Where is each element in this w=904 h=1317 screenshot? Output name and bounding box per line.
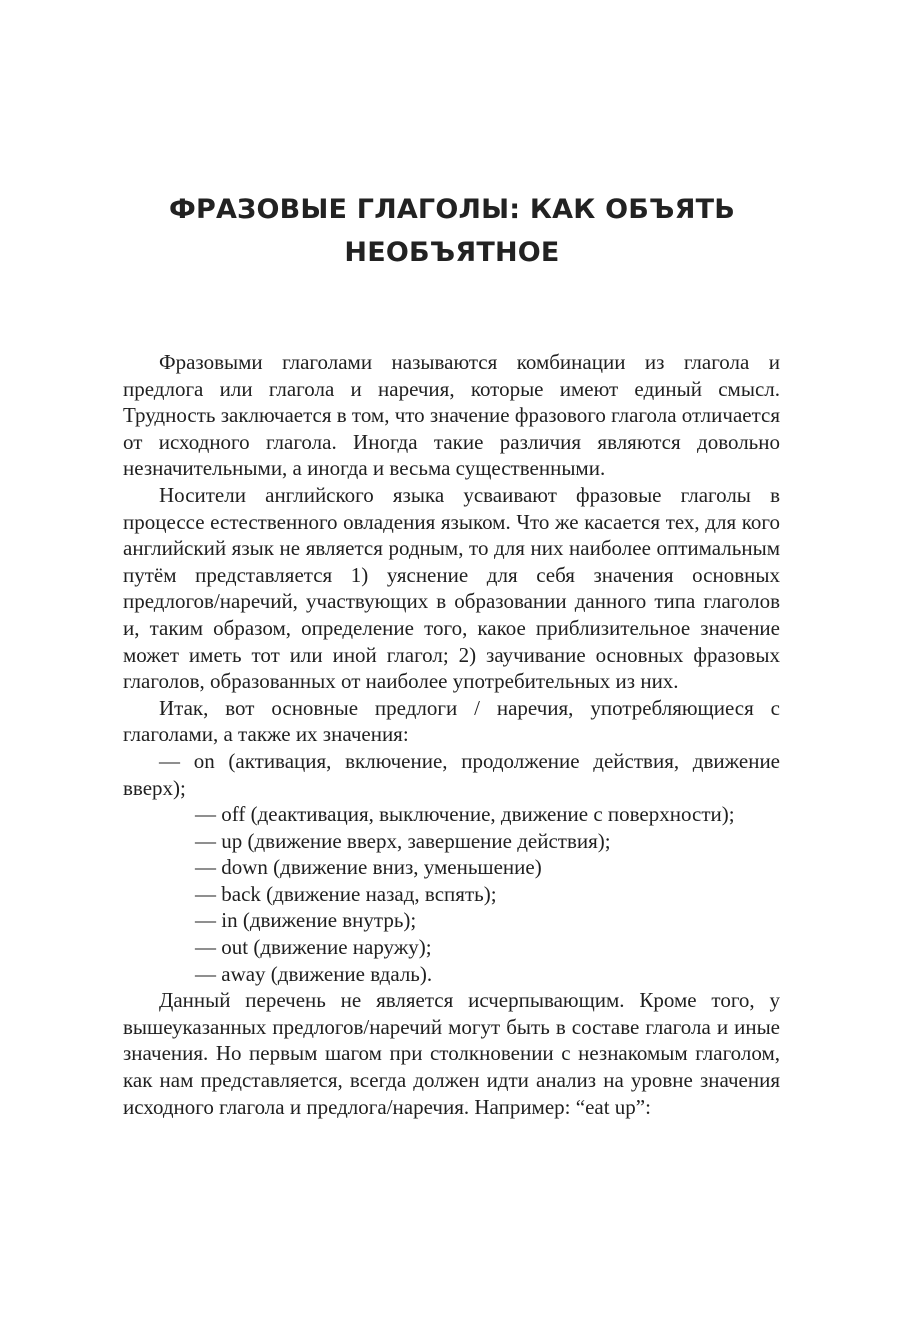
list-item-on: — on (активация, включение, продолжение действия, движение вверх);	[123, 748, 780, 800]
list-item-away: — away (движение вдаль).	[195, 961, 433, 986]
body-text	[123, 349, 780, 1120]
paragraph-native-speakers: Носители английского языка усваивают фразовые глаголы в процессе естественного овладения языком. Что же касается тех, для кого английский язык не является родным, то для них наиболее оптимальным путём представляется 1) уяснение для себя значения основных предлогов/наречий, участвующих в образовании данного типа глаголов и, таким образом, определение того, какое приблизительное значение может иметь тот или иной глагол; 2) заучивание основных фразовых глаголов, образованных от наиболее употребительных из них.	[123, 482, 780, 694]
chapter-title-line-2: НЕОБЪЯТНОЕ	[344, 237, 560, 268]
chapter-title-line-1: ФРАЗОВЫЕ ГЛАГОЛЫ: КАК ОБЪЯТЬ	[169, 194, 735, 225]
list-item-back: — back (движение назад, вспять);	[195, 881, 497, 906]
paragraph-intro: Фразовыми глаголами называются комбинации из глагола и предлога или глагола и наречия, которые имеют единый смысл. Трудность заключается в том, что значение фразового глагола отличается от исходного глагола. Иногда такие различия являются довольно незначительными, а иногда и весьма существенными.	[123, 350, 780, 481]
list-item-out: — out (движение наружу);	[195, 935, 432, 960]
list-item-in: — in (движение внутрь);	[195, 908, 417, 933]
list-item-off: — off (деактивация, выключение, движение с поверхности);	[195, 802, 735, 827]
list-item-up: — up (движение вверх, завершение действия);	[195, 828, 611, 853]
paragraph-conclusion: Данный перечень не является исчерпывающим. Кроме того, у вышеуказанных предлогов/наречий могут быть в составе глагола и иные значения. Но первым шагом при столкновении с незнакомым глаголом, как нам представляется, всегда должен идти анализ на уровне значения исходного глагола и предлога/наречия. Например: “eat up”:	[123, 988, 780, 1119]
list-item-down: — down (движение вниз, уменьшение)	[195, 855, 542, 880]
chapter-title	[60, 188, 844, 274]
paragraph-list-intro: Итак, вот основные предлоги / наречия, употребляющиеся с глаголами, а также их значения:	[123, 695, 780, 747]
